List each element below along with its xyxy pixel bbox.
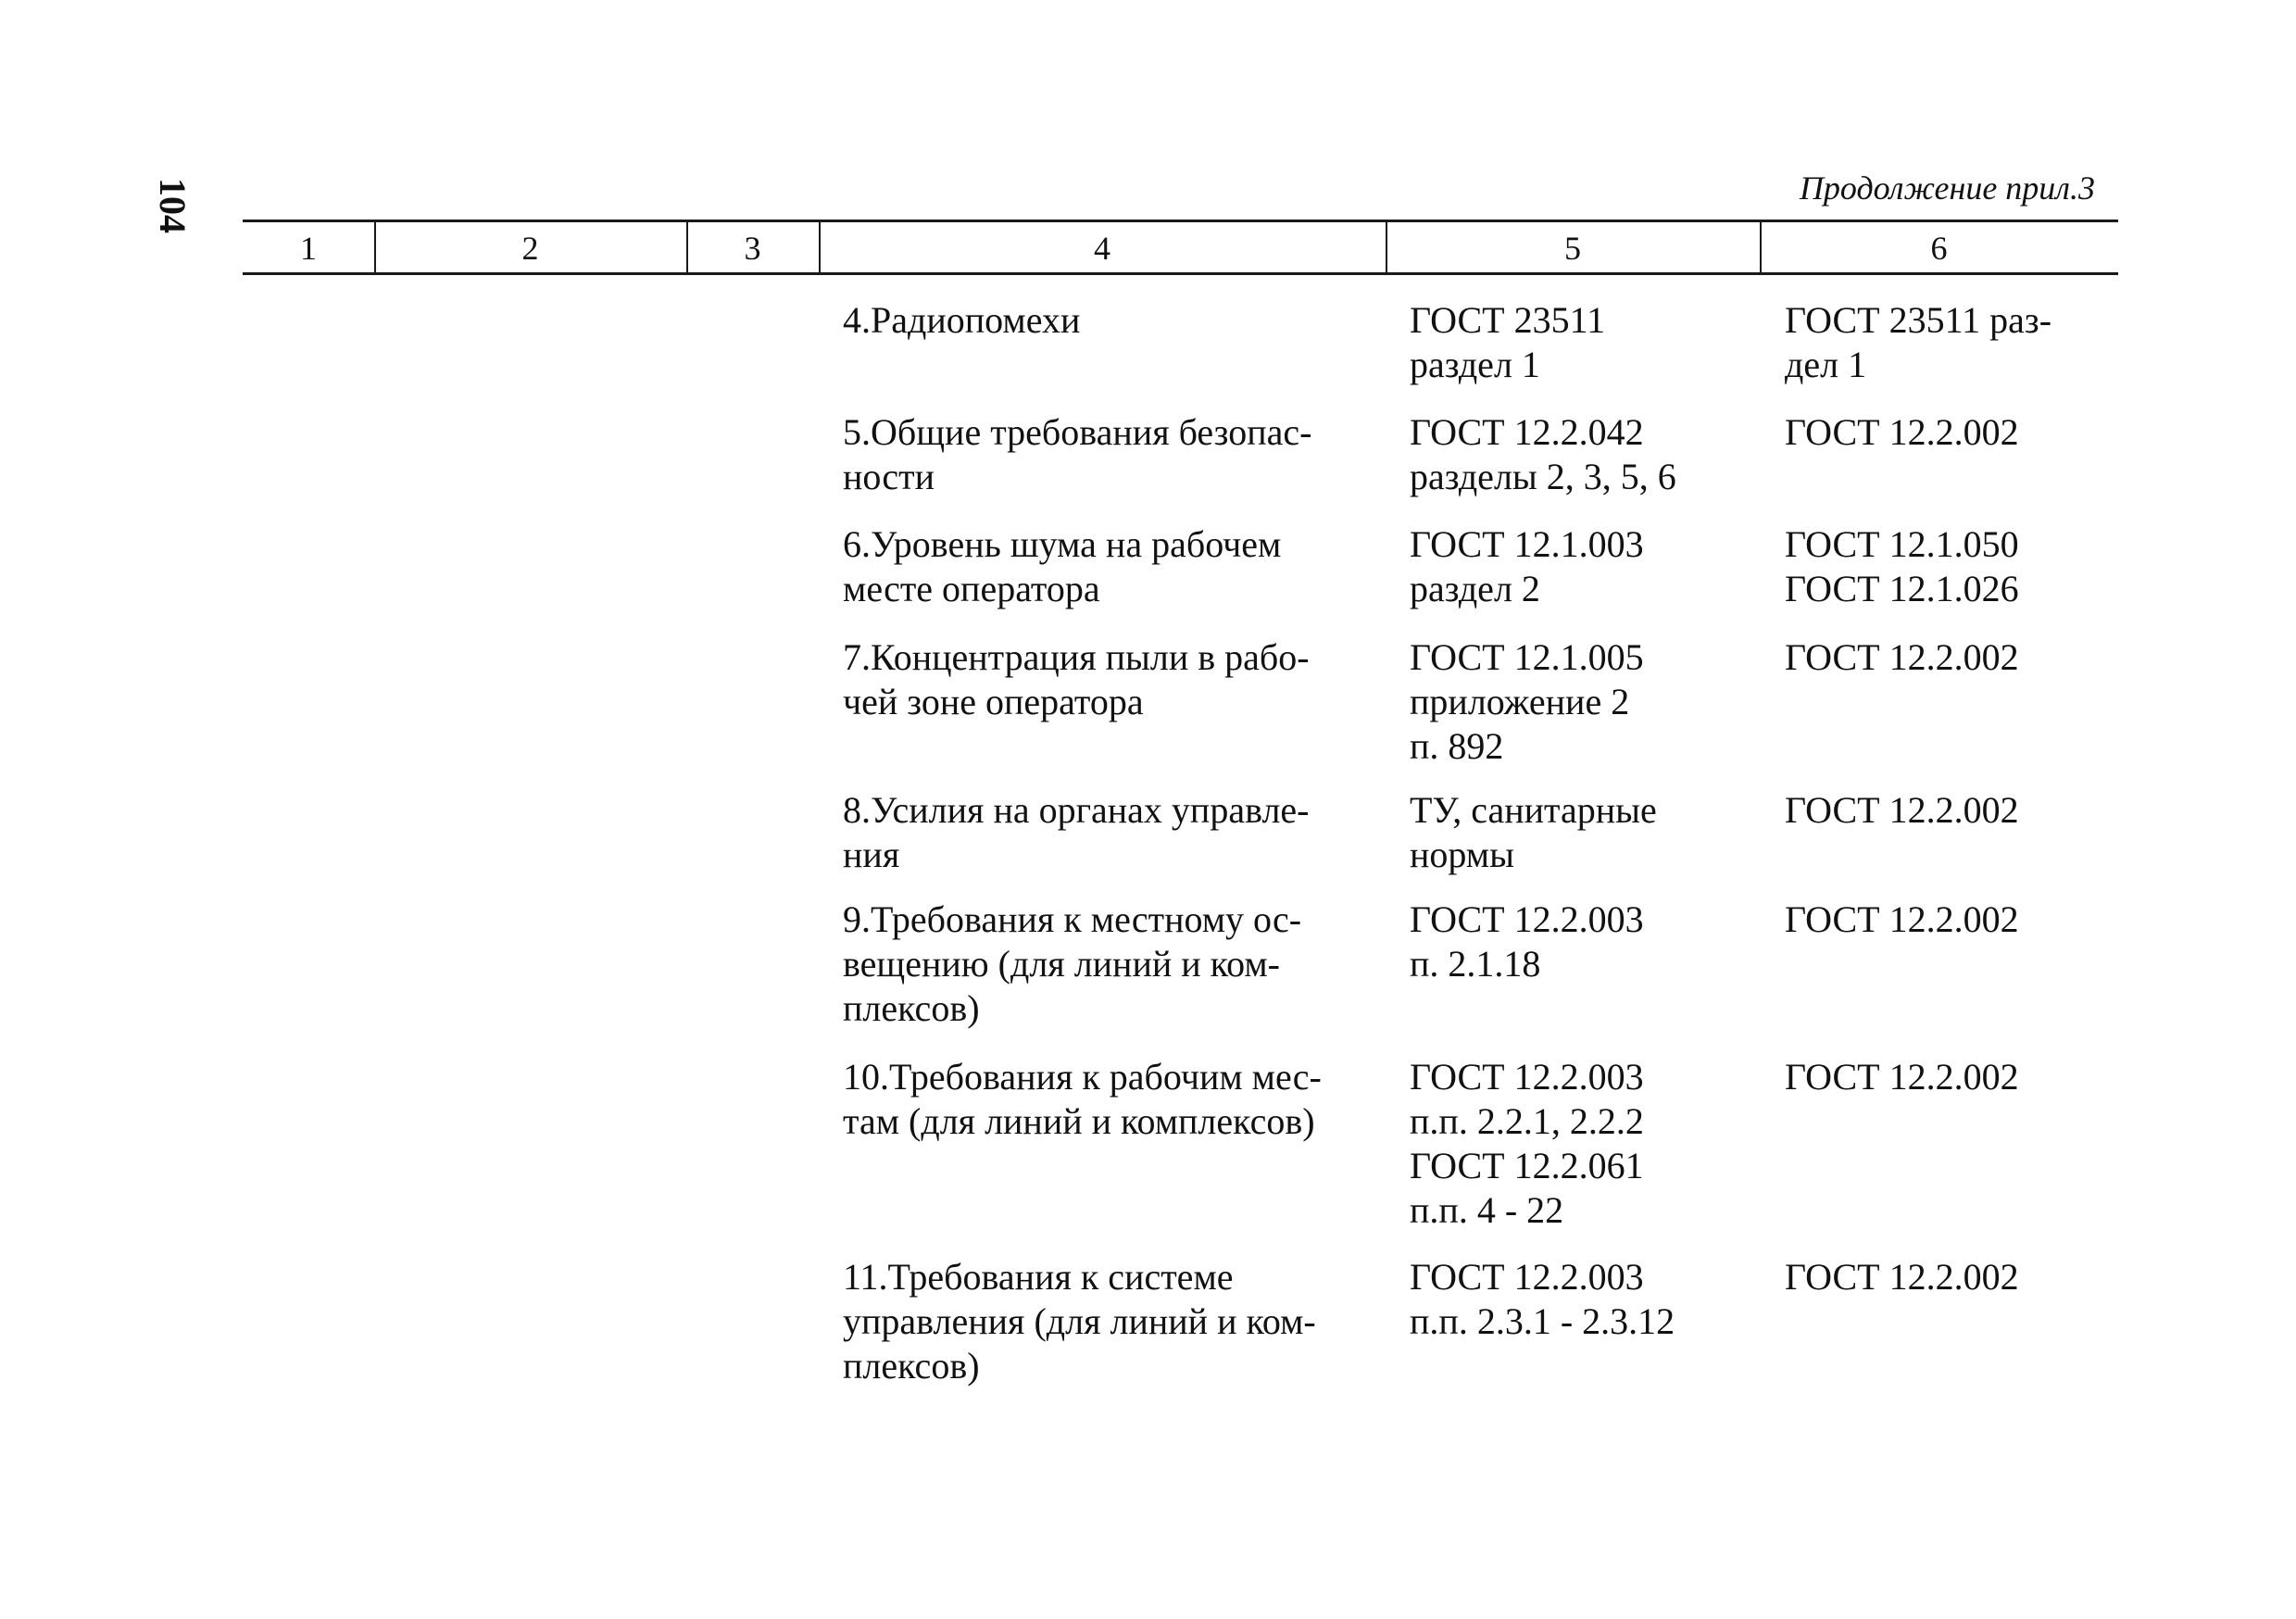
method-doc-cell: ГОСТ 12.2.002 — [1785, 789, 2019, 831]
method-doc-cell: ГОСТ 23511 раз- дел 1 — [1785, 299, 2052, 385]
norm-doc-cell: ГОСТ 23511 раздел 1 — [1410, 299, 1606, 385]
column-number-5: 5 — [1564, 230, 1581, 267]
norm-doc-cell: ГОСТ 12.2.003 п.п. 2.2.1, 2.2.2 ГОСТ 12.2.061 п.п. 4 - 22 — [1410, 1056, 1644, 1231]
indicator-cell: 6.Уровень шума на рабочем месте оператора — [843, 523, 1282, 609]
table-header-top-rule — [243, 220, 2118, 222]
method-doc-cell: ГОСТ 12.1.050 ГОСТ 12.1.026 — [1785, 523, 2019, 609]
indicator-cell: 7.Концентрация пыли в рабо- чей зоне оператора — [843, 636, 1310, 722]
page-number: 104 — [152, 178, 194, 233]
continuation-caption: Продолжение прил.3 — [1799, 169, 2095, 207]
indicator-cell: 9.Требования к местному ос- вещению (для линий и ком- плексов) — [843, 898, 1302, 1029]
indicator-cell: 11.Требования к системе управления (для линий и ком- плексов) — [843, 1256, 1316, 1387]
table-header-bottom-rule — [243, 272, 2118, 275]
column-number-1: 1 — [300, 230, 317, 267]
indicator-cell: 4.Радиопомехи — [843, 299, 1081, 341]
method-doc-cell: ГОСТ 12.2.002 — [1785, 1256, 2019, 1298]
method-doc-cell: ГОСТ 12.2.002 — [1785, 411, 2019, 453]
method-doc-cell: ГОСТ 12.2.002 — [1785, 636, 2019, 678]
norm-doc-cell: ГОСТ 12.1.005 приложение 2 п. 892 — [1410, 636, 1644, 767]
column-number-4: 4 — [1094, 230, 1110, 267]
indicator-cell: 8.Усилия на органах управле- ния — [843, 789, 1310, 875]
norm-doc-cell: ТУ, санитарные нормы — [1410, 789, 1657, 875]
method-doc-cell: ГОСТ 12.2.002 — [1785, 898, 2019, 940]
norm-doc-cell: ГОСТ 12.2.042 разделы 2, 3, 5, 6 — [1410, 411, 1676, 497]
indicator-cell: 5.Общие требования безопас- ности — [843, 411, 1312, 497]
column-number-3: 3 — [744, 230, 761, 267]
norm-doc-cell: ГОСТ 12.2.003 п.п. 2.3.1 - 2.3.12 — [1410, 1256, 1675, 1342]
column-number-6: 6 — [1930, 230, 1948, 267]
indicator-cell: 10.Требования к рабочим мес- там (для линий и комплексов) — [843, 1056, 1322, 1142]
method-doc-cell: ГОСТ 12.2.002 — [1785, 1056, 2019, 1098]
norm-doc-cell: ГОСТ 12.1.003 раздел 2 — [1410, 523, 1644, 609]
norm-doc-cell: ГОСТ 12.2.003 п. 2.1.18 — [1410, 898, 1644, 985]
column-number-2: 2 — [521, 230, 539, 267]
